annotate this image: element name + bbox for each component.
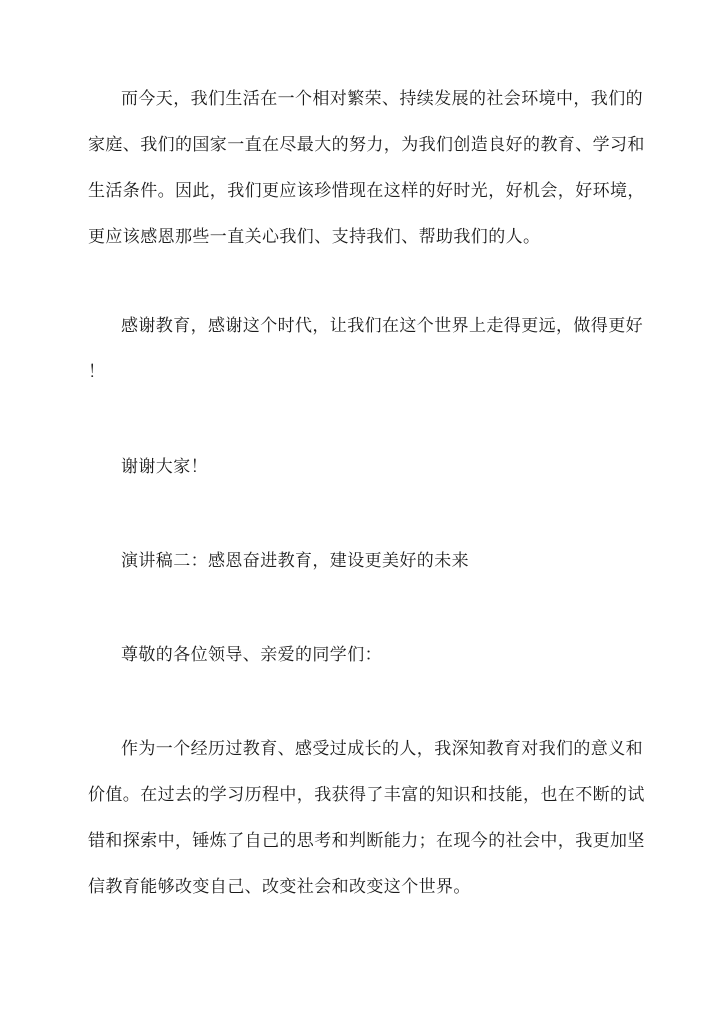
paragraph-gratitude-today bbox=[88, 76, 645, 260]
text-line: 而今天，我们生活在一个相对繁荣、持续发展的社会环境中，我们的 bbox=[121, 89, 643, 109]
paragraph-education-value bbox=[88, 726, 645, 910]
text-line: ！ bbox=[88, 362, 106, 382]
text-line: 信教育能够改变自己、改变社会和改变这个世界。 bbox=[88, 877, 471, 897]
paragraph-thank-you bbox=[88, 444, 638, 490]
speech-two-heading bbox=[88, 538, 638, 584]
text-line: 感谢教育，感谢这个时代，让我们在这个世界上走得更远，做得更好 bbox=[121, 316, 643, 336]
text-line: 更应该感恩那些一直关心我们、支持我们、帮助我们的人。 bbox=[88, 227, 541, 247]
text-line: 谢谢大家！ bbox=[121, 457, 208, 477]
text-line: 尊敬的各位领导、亲爱的同学们： bbox=[121, 645, 382, 665]
paragraph-thanks-education bbox=[88, 303, 643, 395]
text-line: 价值。在过去的学习历程中，我获得了丰富的知识和技能，也在不断的试 bbox=[88, 785, 645, 805]
salutation bbox=[88, 632, 638, 678]
text-line: 演讲稿二：感恩奋进教育，建设更美好的未来 bbox=[121, 551, 469, 571]
text-line: 错和探索中，锤炼了自己的思考和判断能力；在现今的社会中，我更加坚 bbox=[88, 831, 645, 851]
text-line: 作为一个经历过教育、感受过成长的人，我深知教育对我们的意义和 bbox=[121, 739, 643, 759]
text-line: 家庭、我们的国家一直在尽最大的努力，为我们创造良好的教育、学习和 bbox=[88, 135, 645, 155]
text-line: 生活条件。因此，我们更应该珍惜现在这样的好时光，好机会，好环境， bbox=[88, 181, 645, 201]
